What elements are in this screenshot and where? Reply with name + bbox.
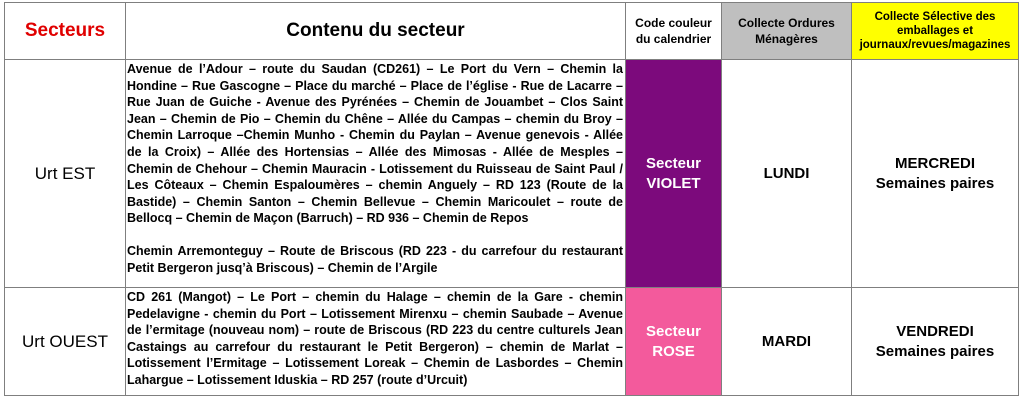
color-label-line2: ROSE <box>652 342 695 360</box>
header-code-couleur-line1: Code couleur <box>635 16 712 30</box>
ordures-day: LUNDI <box>722 60 852 288</box>
sector-streets <box>126 60 626 288</box>
header-ordures-line2: Ménagères <box>755 32 818 46</box>
selective-collection <box>852 60 1019 288</box>
sector-name: Urt EST <box>5 60 126 288</box>
color-label-line2: VIOLET <box>646 174 701 192</box>
sector-name: Urt OUEST <box>5 288 126 396</box>
color-code-violet <box>626 60 722 288</box>
streets-part1: Avenue de l’Adour – route du Saudan (CD261) – Le Port du Vern – Chemin la Hondine – Rue Gascogne – Place du marché – Place de l’église - Rue de Lacarre – Rue Juan de Guiche - Avenue des Pyrénées – Chemin de Jouambet – Clos Saint Jean – Chemin de Pio – Chemin du Chêne – Allée du Campas – chemin du Broy – Chemin Larroque –Chemin Munho - Chemin du Paylan – Avenue genevois - Allée de la Croix) – Allée des Hortensias – Allée des Mimosas - Allée de Mesples – Chemin de Chehour – Chemin Mauracin - Lotissement du Ruisseau de Saint Paul / Les Côteaux – Chemin Espaloumères – chemin Anguely – RD 123 (Route de la Bastide) – Chemin Santon – Chemin Bellevue – Chemin Maricoulet – route de Bellocq – Chemin de Maçon (Barruch) – RD 936 – Chemin de Repos <box>127 62 623 226</box>
ordures-day: MARDI <box>722 288 852 396</box>
header-row <box>5 3 1019 60</box>
header-selective <box>852 3 1019 60</box>
table-row-urt-ouest <box>5 288 1019 396</box>
header-ordures <box>722 3 852 60</box>
selective-collection <box>852 288 1019 396</box>
header-contenu: Contenu du secteur <box>126 3 626 60</box>
selective-weeks: Semaines paires <box>875 174 995 192</box>
table-row-urt-est <box>5 60 1019 288</box>
header-selective-line3: journaux/revues/magazines <box>859 39 1011 51</box>
header-secteurs: Secteurs <box>5 3 126 60</box>
color-code-rose <box>626 288 722 396</box>
header-selective-line1: Collecte Sélective des <box>874 11 996 23</box>
header-code-couleur-line2: du calendrier <box>635 32 712 46</box>
selective-day: MERCREDI <box>894 154 975 172</box>
color-label-line1: Secteur <box>645 154 702 172</box>
selective-weeks: Semaines paires <box>875 342 995 360</box>
streets-part1: CD 261 (Mangot) – Le Port – chemin du Halage – chemin de la Gare - chemin Pedelavigne - chemin du Port – Lotissement Mirenxu – chemin Saubade – Avenue de l’ermitage (nouveau nom) – route de Briscous (RD 223 du centre culturels Jean Castaings au carrefour du restaurant le Petit Bergeron) – chemin de Marlat – Lotissement l’Ermitage – Lotissement Loreak – Chemin de Lasbordes – Chemin Lahargue – Lotissement Iduskia – RD 257 (route d’Urcuit) <box>127 290 623 387</box>
color-label-line1: Secteur <box>645 322 702 340</box>
schedule-table <box>4 2 1019 396</box>
sector-streets <box>126 288 626 396</box>
header-selective-line2: emballages et <box>896 25 974 37</box>
header-ordures-line1: Collecte Ordures <box>738 16 835 30</box>
header-code-couleur <box>626 3 722 60</box>
selective-day: VENDREDI <box>896 322 974 340</box>
streets-part2: Chemin Arremonteguy – Route de Briscous (RD 223 - du carrefour du restaurant Petit Bergeron jusq’à Briscous) – Chemin de l’Argile <box>127 243 623 275</box>
